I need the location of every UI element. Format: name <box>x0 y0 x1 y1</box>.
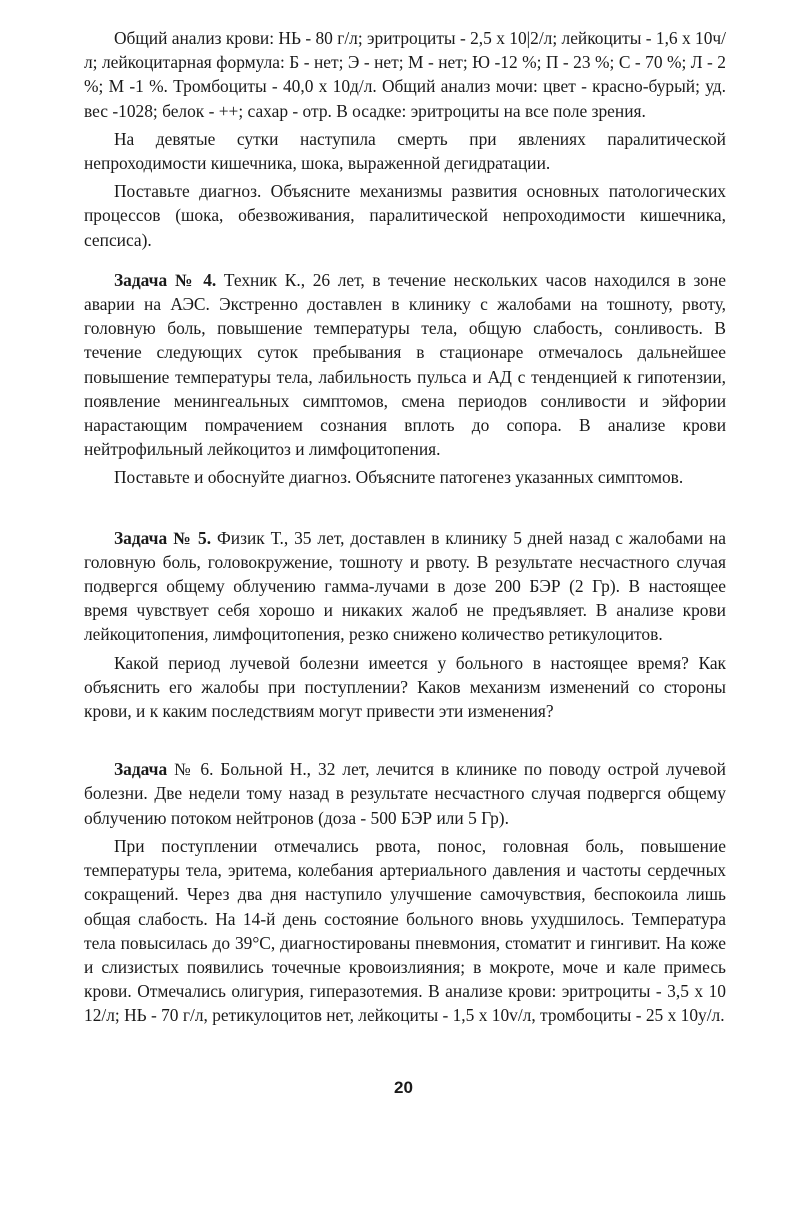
task-6-heading: Задача <box>114 759 168 780</box>
task-4-body <box>84 268 726 462</box>
intro-paragraph-outcome: На девятые сутки наступила смерть при явлениях паралитической непроходимости кишечника, шока, выраженной дегидратации. <box>84 128 726 174</box>
task-6-clinical-course: При поступлении отмечались рвота, понос, головная боль, повышение температуры тела, эритема, колебания артериального давления и частоты сердечных сокращений. Через два дня наступило улучшение самочувствия, беспокоила лишь общая слабость. На 14-й день состояние больного вновь ухудшилось. Температура тела повысилась до 39°С, диагностированы пневмония, стоматит и гингивит. На коже и слизистых появились точечные кровоизлияния; в мокроте, моче и кале примесь крови. Отмечались олигурия, гиперазотемия. В анализе крови: эритроциты - 3,5 х 10 12/л; НЬ - 70 г/л, ретикулоцитов нет, лейкоциты - 1,5 х 10v/л, тромбоциты - 25 х 10у/л. <box>84 835 726 1026</box>
task-5-body <box>84 526 726 647</box>
task-4-heading: Задача № 4. <box>114 269 217 290</box>
task-6-body <box>84 757 726 830</box>
task-6-number: № 6. <box>167 759 214 780</box>
task-5-question: Какой период лучевой болезни имеется у больного в настоящее время? Как объяснить его жалобы при поступлении? Каков механизм изменений со стороны крови, и к каким последствиям могут привести эти изменения? <box>84 652 726 722</box>
task-6 <box>84 757 726 1027</box>
intro-paragraph-blood-analysis: Общий анализ крови: НЬ - 80 г/л; эритроциты - 2,5 х 10|2/л; лейкоциты - 1,6 х 10ч/л; лейкоцитарная формула: Б - нет; Э - нет; М - нет; Ю -12 %; П - 23 %; С - 70 %; Л - 2 %; М -1 %. Тромбоциты - 40,0 х 10д/л. Общий анализ мочи: цвет - красно-бурый; уд. вес -1028; белок - ++; сахар - отр. В осадке: эритроциты на все поле зрения. <box>84 28 726 121</box>
intro-paragraph-question: Поставьте диагноз. Объясните механизмы развития основных патологических процессов (шока, обезвоживания, паралитической непроходимости кишечника, сепсиса). <box>84 181 726 250</box>
document-page <box>84 26 726 1028</box>
task-4-text: Техник К., 26 лет, в течение нескольких часов находился в зоне аварии на АЭС. Экстренно доставлен в клинику с жалобами на тошноту, рвоту, головную боль, повышение температуры тела, общую слабость, сонливость. В течение следующих суток пребывания в стационаре отмечалось дальнейшее повышение температуры тела, лабильность пульса и АД с тенденцией к гипотензии, появление менингеальных симптомов, смена периодов сонливости и эйфории нарастающим помрачением сознания вплоть до сопора. В анализе крови нейтрофильный лейкоцитоз и лимфоцитопения. <box>84 269 726 460</box>
task-4 <box>84 268 726 490</box>
task-5 <box>84 526 726 724</box>
task-6-text: Больной Н., 32 лет, лечится в клинике по поводу острой лучевой болезни. Две недели тому назад в результате несчастного случая подвергся общему облучению потоком нейтронов (доза - 500 БЭР или 5 Гр). <box>84 759 726 828</box>
task-5-heading: Задача № 5. <box>114 527 212 548</box>
task-4-question: Поставьте и обоснуйте диагноз. Объясните патогенез указанных симптомов. <box>114 467 684 488</box>
page-number: 20 <box>394 1078 413 1097</box>
task-5-text: Физик Т., 35 лет, доставлен в клинику 5 дней назад с жалобами на головную боль, головокружение, тошноту и рвоту. В результате несчастного случая подвергся общему облучению гамма-лучами в дозе 200 БЭР (2 Гр). В настоящее время чувствует себя хорошо и никаких жалоб не предъявляет. В анализе крови лейкоцитопения, лимфоцитопения, резко снижено количество ретикулоцитов. <box>84 527 726 645</box>
